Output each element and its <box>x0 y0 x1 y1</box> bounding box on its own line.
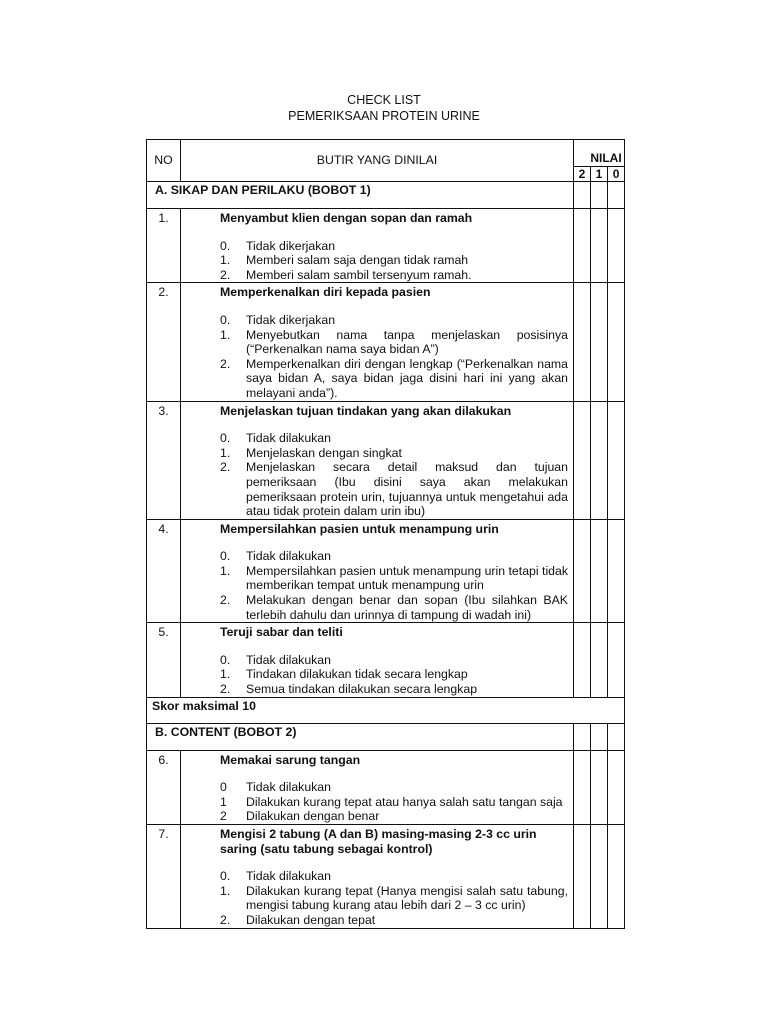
option-text: Memberi salam sambil tersenyum ramah. <box>246 267 472 282</box>
table-row <box>147 209 625 283</box>
item-description <box>181 825 574 929</box>
score-2-cell[interactable] <box>574 750 591 824</box>
option-number: 2. <box>220 682 231 697</box>
item-option <box>220 884 568 913</box>
score-0-cell[interactable] <box>608 401 625 519</box>
item-option <box>220 795 568 810</box>
option-text: Tindakan dilakukan tidak secara lengkap <box>246 667 468 682</box>
table-row <box>147 750 625 824</box>
option-text: Menyebutkan nama tanpa menjelaskan posisinya (“Perkenalkan nama saya bidan A”) <box>246 327 568 357</box>
option-text: Tidak dilakukan <box>246 780 331 795</box>
item-option <box>220 313 568 328</box>
option-number: 2 <box>220 809 227 824</box>
option-text: Melakukan dengan benar dan sopan (Ibu silahkan BAK terlebih dahulu dan urinnya di tampung di wadah ini) <box>246 593 568 622</box>
score-0-cell[interactable] <box>608 825 625 929</box>
option-number: 2. <box>220 267 231 282</box>
option-text: Tidak dikerjakan <box>246 312 336 327</box>
score-1-cell[interactable] <box>591 623 608 697</box>
score-1-cell[interactable] <box>591 401 608 519</box>
score-1-cell[interactable] <box>591 519 608 623</box>
item-description <box>181 750 574 824</box>
item-heading: Memperkenalkan diri kepada pasien <box>220 285 431 300</box>
score-2-cell[interactable] <box>574 519 591 623</box>
skor-row <box>147 697 625 723</box>
table-row <box>147 401 625 519</box>
nilai-label: NILAI <box>574 150 624 167</box>
item-option <box>220 809 568 824</box>
item-option <box>220 682 568 697</box>
item-description <box>181 283 574 401</box>
item-heading: Menyambut klien dengan sopan dan ramah <box>220 211 473 225</box>
item-option <box>220 357 568 401</box>
score-2-cell[interactable] <box>574 283 591 401</box>
section-b-title: B. CONTENT (BOBOT 2) <box>147 723 574 750</box>
option-text: Dilakukan dengan tepat <box>246 912 376 927</box>
option-text: Dilakukan kurang tepat (Hanya mengisi salah satu tabung, mengisi tabung kurang atau lebih dari 2 – 3 cc urin) <box>246 883 568 913</box>
nilai-0: 0 <box>607 167 624 181</box>
item-option <box>220 446 568 461</box>
item-option <box>220 460 568 518</box>
option-text: Dilakukan kurang tepat atau hanya salah satu tangan saja <box>246 794 563 809</box>
score-0-cell[interactable] <box>608 209 625 283</box>
item-number: 3. <box>147 401 181 519</box>
item-option <box>220 253 568 268</box>
item-option <box>220 431 568 446</box>
item-description <box>181 623 574 697</box>
table-row <box>147 623 625 697</box>
score-2-cell[interactable] <box>574 209 591 283</box>
item-option <box>220 653 568 668</box>
option-number: 2. <box>220 356 231 371</box>
item-heading: Menjelaskan tujuan tindakan yang akan dilakukan <box>220 403 512 418</box>
option-text: Memperkenalkan diri dengan lengkap (“Perkenalkan nama saya bidan A, saya bidan jaga disini hari ini yang akan melayani anda”). <box>246 356 568 400</box>
score-2-cell[interactable] <box>574 401 591 519</box>
section-a-row <box>147 182 625 209</box>
option-number: 0. <box>220 549 231 564</box>
item-heading: Teruji sabar dan teliti <box>220 625 343 640</box>
option-text: Mempersilahkan pasien untuk menampung urin tetapi tidak memberikan tempat untuk menampung urin <box>246 563 568 593</box>
item-option <box>220 869 568 884</box>
option-number: 1. <box>220 253 231 268</box>
table-row <box>147 519 625 623</box>
item-heading: Memakai sarung tangan <box>220 752 361 767</box>
doc-subtitle: PEMERIKSAAN PROTEIN URINE <box>288 109 480 123</box>
score-0-cell[interactable] <box>608 623 625 697</box>
option-number: 1. <box>220 445 231 460</box>
table-row <box>147 283 625 401</box>
option-number: 2. <box>220 593 231 608</box>
option-number: 0. <box>220 869 231 884</box>
option-number: 1. <box>220 667 231 682</box>
section-b-row <box>147 723 625 750</box>
item-description <box>181 519 574 623</box>
score-0-cell[interactable] <box>608 519 625 623</box>
item-option <box>220 780 568 795</box>
item-option <box>220 549 568 564</box>
doc-title: CHECK LIST <box>347 93 421 107</box>
score-2-cell[interactable] <box>574 623 591 697</box>
option-number: 0. <box>220 652 231 667</box>
option-number: 2. <box>220 460 231 475</box>
option-text: Menjelaskan dengan singkat <box>246 445 402 460</box>
score-0-cell[interactable] <box>608 750 625 824</box>
item-description <box>181 401 574 519</box>
score-1-cell[interactable] <box>591 750 608 824</box>
option-text: Tidak dilakukan <box>246 431 331 446</box>
item-number: 5. <box>147 623 181 697</box>
option-text: Tidak dilakukan <box>246 652 331 667</box>
item-heading: Mengisi 2 tabung (A dan B) masing-masing 2-3 cc urin saring (satu tabung sebagai kontrol) <box>220 827 537 856</box>
table-row <box>147 825 625 929</box>
header-no: NO <box>147 140 181 182</box>
option-number: 0. <box>220 238 231 253</box>
item-option <box>220 328 568 357</box>
option-text: Semua tindakan dilakukan secara lengkap <box>246 682 478 697</box>
item-heading: Mempersilahkan pasien untuk menampung urin <box>220 521 499 536</box>
section-a-title: A. SIKAP DAN PERILAKU (BOBOT 1) <box>147 182 574 209</box>
score-2-cell[interactable] <box>574 825 591 929</box>
option-number: 0. <box>220 431 231 446</box>
option-text: Tidak dikerjakan <box>246 238 336 253</box>
option-number: 1. <box>220 563 231 578</box>
item-description <box>181 209 574 283</box>
option-text: Tidak dilakukan <box>246 869 331 884</box>
checklist-table <box>146 139 625 929</box>
option-number: 1. <box>220 883 231 898</box>
item-number: 4. <box>147 519 181 623</box>
option-number: 1. <box>220 327 231 342</box>
score-1-cell[interactable] <box>591 825 608 929</box>
option-number: 0. <box>220 312 231 327</box>
item-number: 1. <box>147 209 181 283</box>
item-number: 6. <box>147 750 181 824</box>
table-header-row <box>147 140 625 182</box>
item-option <box>220 268 568 283</box>
item-option <box>220 564 568 593</box>
item-number: 7. <box>147 825 181 929</box>
item-option <box>220 239 568 254</box>
option-text: Menjelaskan secara detail maksud dan tujuan pemeriksaan (Ibu disini saya akan melakukan pemeriksaan protein urin, tujuannya untuk mengetahui ada atau tidak protein dalam urin ibu) <box>246 460 568 519</box>
score-1-cell[interactable] <box>591 209 608 283</box>
header-nilai <box>574 140 625 182</box>
item-option <box>220 913 568 928</box>
item-number: 2. <box>147 283 181 401</box>
option-number: 0 <box>220 780 227 795</box>
option-number: 2. <box>220 912 231 927</box>
header-butir: BUTIR YANG DINILAI <box>181 140 574 182</box>
score-0-cell[interactable] <box>608 283 625 401</box>
option-text: Dilakukan dengan benar <box>246 809 380 824</box>
skor-maksimal: Skor maksimal 10 <box>147 697 625 723</box>
nilai-1: 1 <box>590 167 607 181</box>
score-1-cell[interactable] <box>591 283 608 401</box>
option-number: 1 <box>220 794 227 809</box>
item-option <box>220 667 568 682</box>
nilai-2: 2 <box>578 167 586 181</box>
item-option <box>220 593 568 622</box>
option-text: Memberi salam saja dengan tidak ramah <box>246 253 469 268</box>
option-text: Tidak dilakukan <box>246 549 331 564</box>
